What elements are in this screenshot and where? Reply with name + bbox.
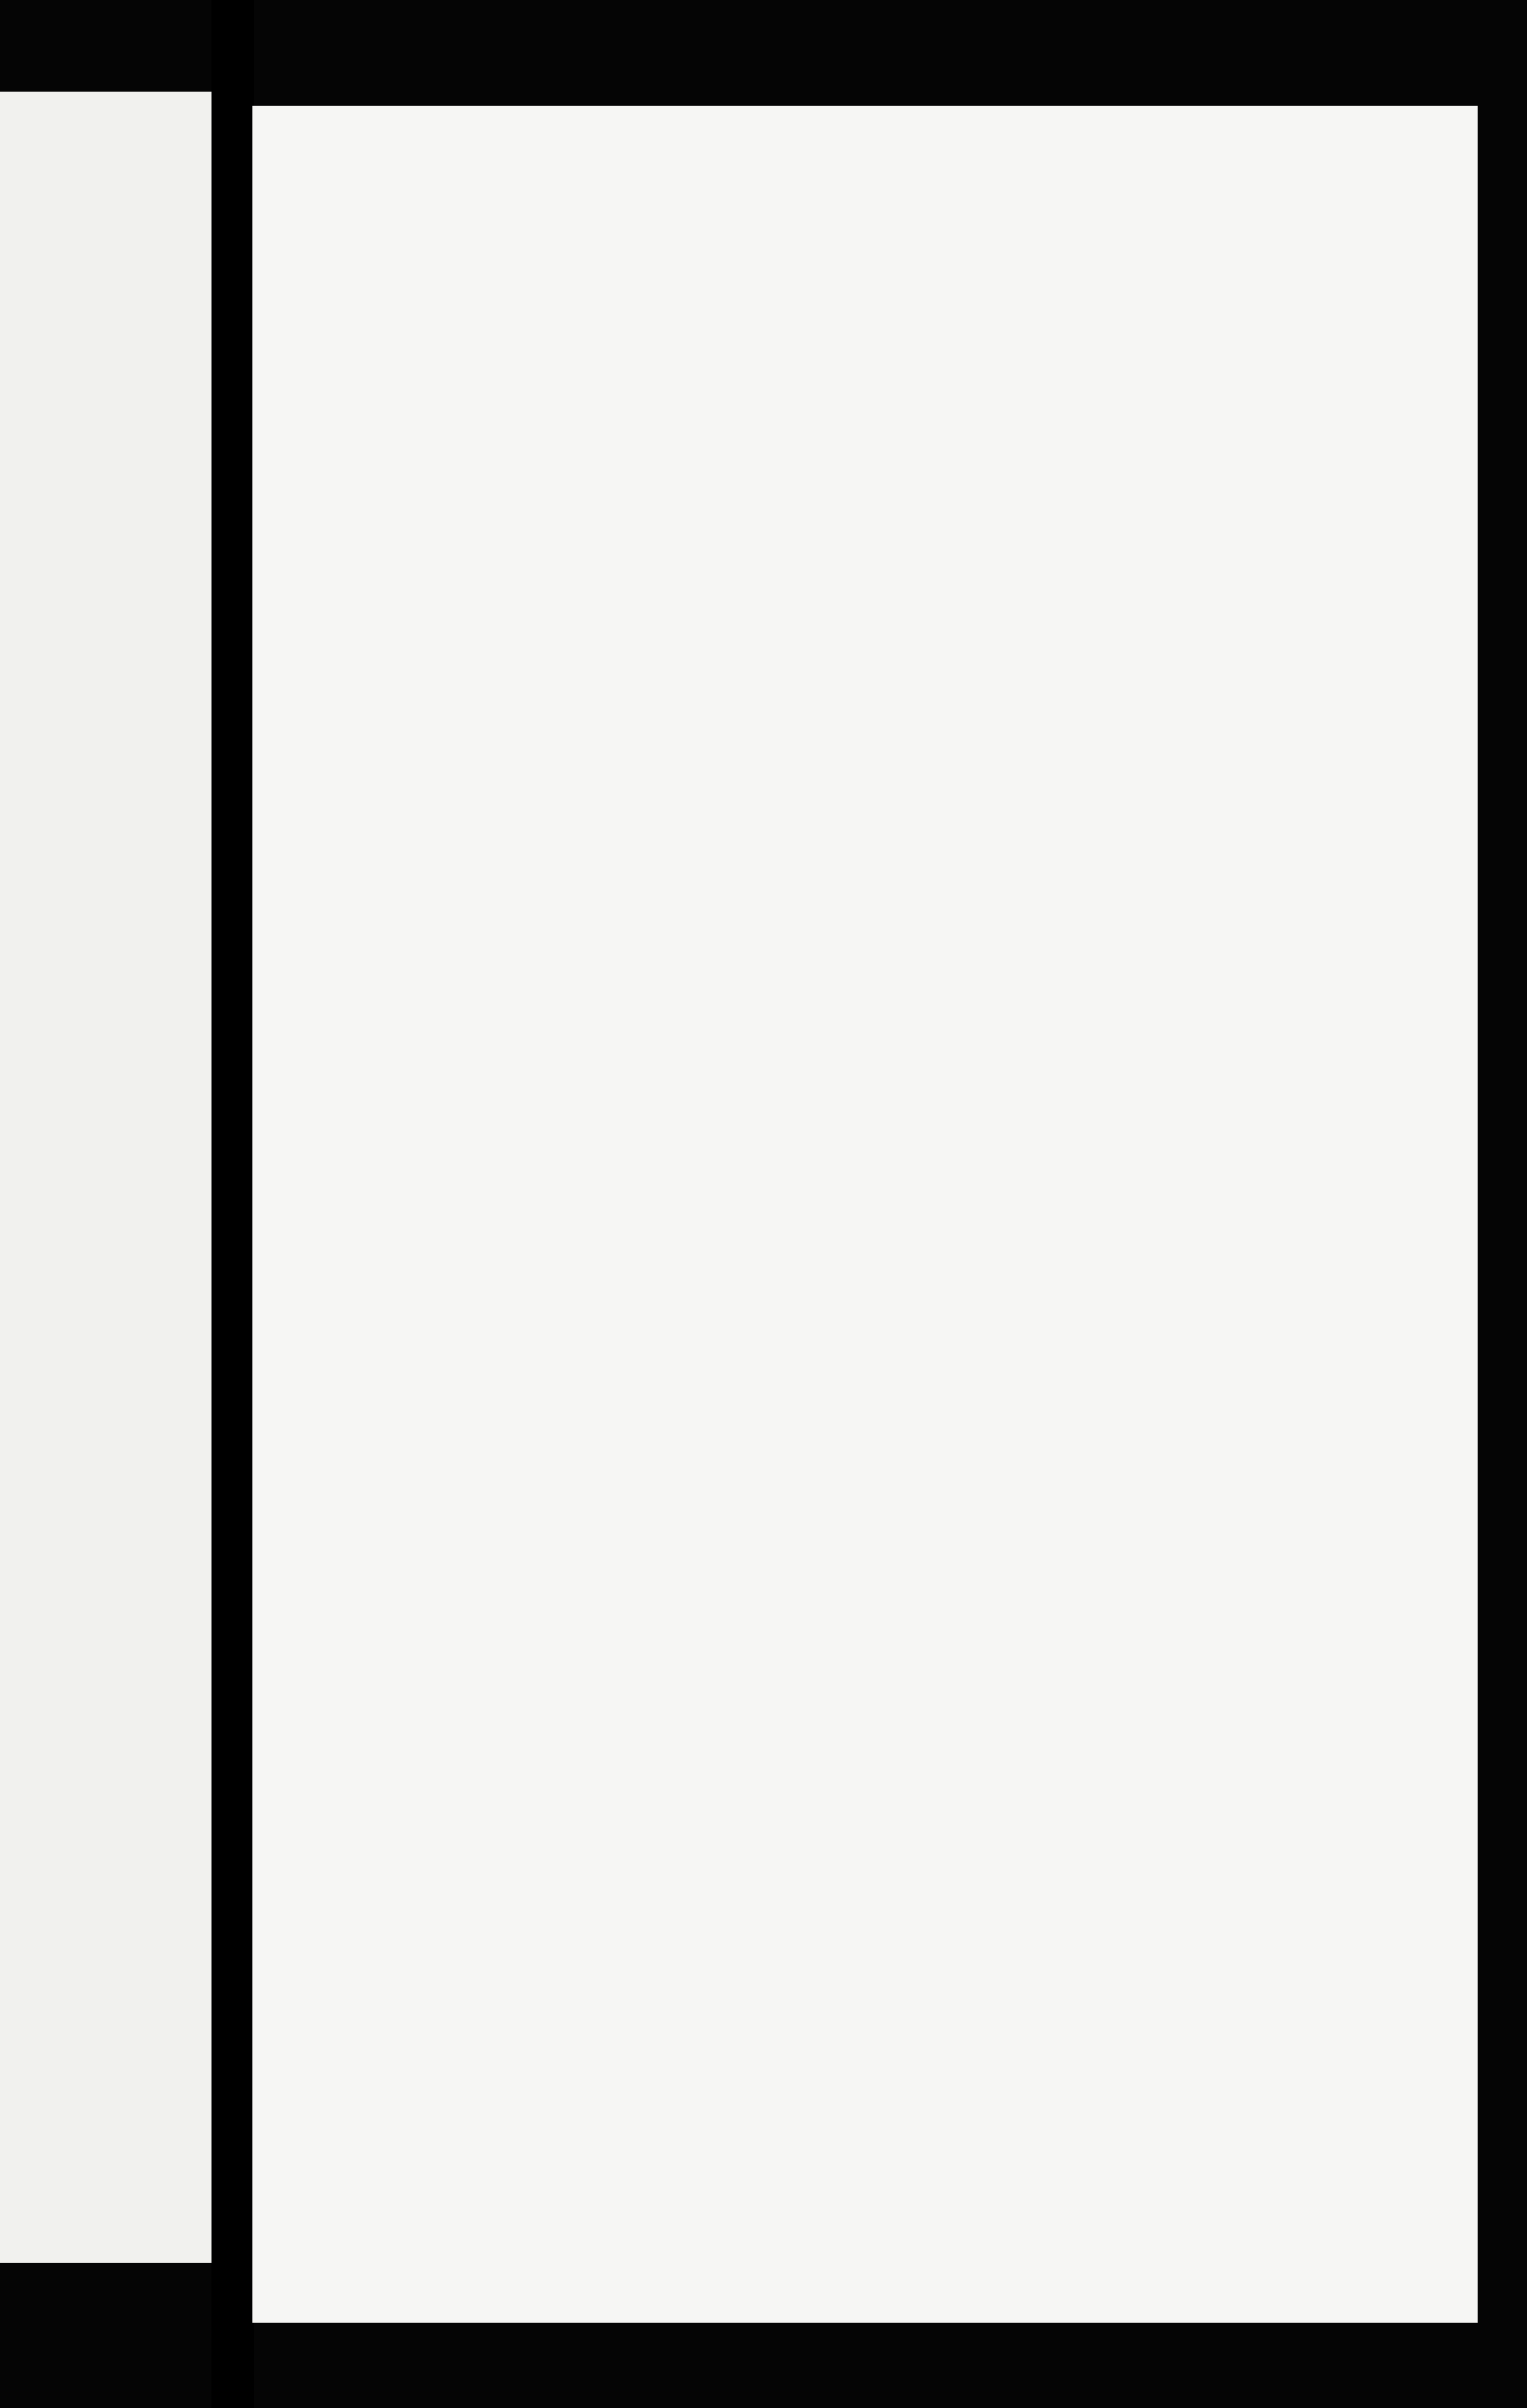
book-gutter	[211, 0, 254, 2408]
running-head	[317, 370, 1223, 455]
text-block	[317, 370, 1223, 521]
book-page	[252, 106, 1478, 2323]
facing-page	[0, 92, 211, 2263]
